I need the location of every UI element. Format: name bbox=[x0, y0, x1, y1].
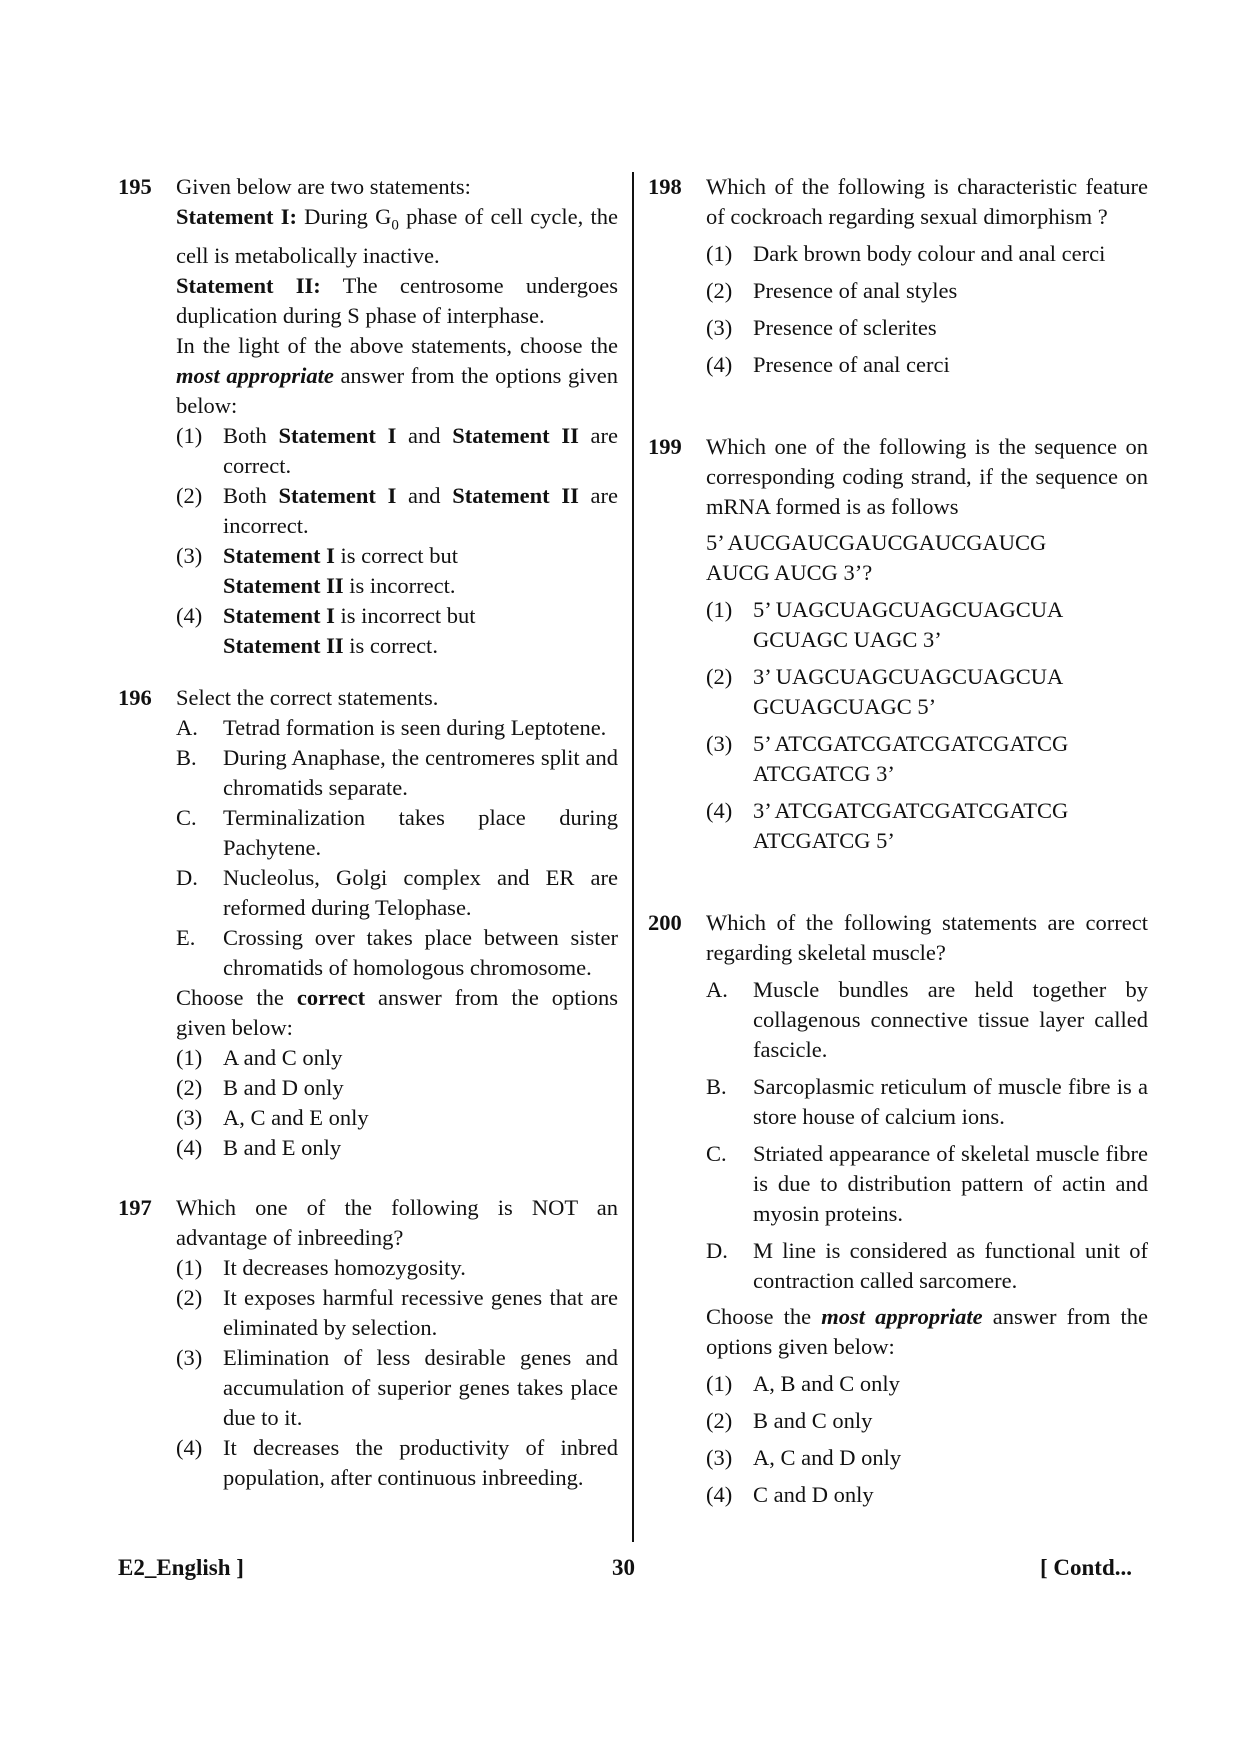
question-stem: Which one of the following is the sequence on corresponding coding strand, if the sequence on mRNA formed is as follows bbox=[706, 434, 1148, 519]
choose-instruction bbox=[176, 331, 618, 421]
statement-a bbox=[706, 975, 1148, 1065]
question-number: 199 bbox=[648, 434, 682, 459]
question-stem: Which of the following statements are correct regarding skeletal muscle? bbox=[706, 910, 1148, 965]
footer-paper-code: E2_English ] bbox=[118, 1555, 244, 1580]
option-2 bbox=[176, 1073, 618, 1103]
option-text: Presence of anal cerci bbox=[753, 352, 950, 377]
statement-text: Nucleolus, Golgi complex and ER are reformed during Telophase. bbox=[223, 864, 618, 920]
option-text: are correct. bbox=[223, 422, 618, 478]
statement-label: D. bbox=[706, 1238, 728, 1263]
option-label: (1) bbox=[176, 1044, 203, 1070]
option-text: It decreases the productivity of inbred population, after continuous inbreeding. bbox=[223, 1434, 618, 1490]
option-3 bbox=[706, 729, 1148, 789]
statement-text: Sarcoplasmic reticulum of muscle fibre is a store house of calcium ions. bbox=[753, 1074, 1148, 1129]
option-4 bbox=[706, 796, 1148, 856]
option-label: (1) bbox=[176, 422, 203, 448]
choose-emphasis: correct bbox=[296, 984, 366, 1010]
option-label: (4) bbox=[706, 1482, 733, 1507]
statement-2-ref: Statement II bbox=[452, 482, 579, 508]
option-label: (2) bbox=[706, 1408, 733, 1433]
option-label: (4) bbox=[176, 1434, 203, 1460]
g0-subscript: 0 bbox=[391, 217, 399, 234]
option-label: (3) bbox=[176, 1344, 203, 1370]
statement-b bbox=[706, 1072, 1148, 1132]
option-label: (1) bbox=[706, 597, 733, 622]
option-1 bbox=[176, 421, 618, 481]
question-199 bbox=[648, 432, 1148, 856]
option-label: (4) bbox=[176, 602, 203, 628]
statement-text: During Anaphase, the centromeres split and chromatids separate. bbox=[223, 744, 618, 800]
option-label: (3) bbox=[176, 542, 203, 568]
option-text: is correct. bbox=[343, 632, 438, 658]
option-text: is correct but bbox=[334, 542, 458, 568]
question-number: 198 bbox=[648, 174, 682, 199]
option-3 bbox=[176, 541, 618, 601]
option-3 bbox=[176, 1103, 618, 1133]
question-stem: Which one of the following is NOT an advantage of inbreeding? bbox=[176, 1194, 618, 1250]
choose-text-a: Choose the bbox=[176, 984, 297, 1010]
statement-1-text-b: phase of cell cycle, the cell is metabolically inactive. bbox=[176, 204, 618, 268]
statement-1-text-a: During G bbox=[296, 204, 392, 229]
option-text: A, C and E only bbox=[223, 1104, 369, 1130]
question-intro: Given below are two statements: bbox=[176, 174, 471, 199]
statement-b bbox=[176, 743, 618, 803]
option-line-2: GCUAGCUAGC 5’ bbox=[753, 694, 937, 719]
option-1 bbox=[176, 1043, 618, 1073]
statement-label: B. bbox=[176, 744, 197, 770]
mrna-line-2: AUCG AUCG 3’? bbox=[706, 560, 873, 585]
statement-1-ref: Statement I bbox=[278, 422, 397, 448]
option-line-1: 3’ ATCGATCGATCGATCGATCG bbox=[753, 798, 1069, 823]
statement-label: B. bbox=[706, 1074, 727, 1099]
option-label: (1) bbox=[176, 1254, 203, 1280]
option-2 bbox=[706, 1406, 1148, 1436]
option-text: It exposes harmful recessive genes that are eliminated by selection. bbox=[223, 1284, 618, 1340]
option-text: A, C and D only bbox=[753, 1445, 902, 1470]
option-1 bbox=[176, 1253, 618, 1283]
question-number: 197 bbox=[118, 1194, 152, 1220]
statement-text: M line is considered as functional unit of contraction called sarcomere. bbox=[753, 1238, 1148, 1293]
choose-emphasis: most appropriate bbox=[821, 1304, 983, 1329]
statement-c bbox=[176, 803, 618, 863]
option-text: A and C only bbox=[223, 1044, 343, 1070]
statement-2-ref: Statement II bbox=[223, 572, 344, 598]
option-text: and bbox=[396, 422, 453, 448]
question-number: 200 bbox=[648, 910, 682, 935]
option-4 bbox=[706, 1480, 1148, 1510]
option-text: Presence of sclerites bbox=[753, 315, 937, 340]
option-2 bbox=[706, 276, 1148, 306]
option-label: (3) bbox=[706, 315, 733, 340]
option-text: are incorrect. bbox=[223, 482, 618, 538]
statement-2-ref: Statement II bbox=[223, 632, 344, 658]
footer-continued: [ Contd... bbox=[1040, 1555, 1133, 1580]
question-198 bbox=[648, 172, 1148, 380]
statement-label: A. bbox=[706, 977, 728, 1002]
option-line-2: ATCGATCG 3’ bbox=[753, 761, 895, 786]
option-label: (2) bbox=[176, 1284, 203, 1310]
footer-page-number: 30 bbox=[612, 1555, 635, 1580]
option-text: is incorrect but bbox=[334, 602, 476, 628]
option-4 bbox=[176, 1133, 618, 1163]
question-number: 196 bbox=[118, 684, 152, 710]
statement-e bbox=[176, 923, 618, 983]
option-label: (2) bbox=[176, 482, 203, 508]
statement-text: Crossing over takes place between sister chromatids of homologous chromosome. bbox=[223, 924, 618, 980]
statement-label: E. bbox=[176, 924, 196, 950]
option-label: (2) bbox=[706, 278, 733, 303]
statement-label: C. bbox=[706, 1141, 727, 1166]
option-line-2: ATCGATCG 5’ bbox=[753, 828, 895, 853]
option-text: B and D only bbox=[223, 1074, 344, 1100]
statement-text: Tetrad formation is seen during Leptotene. bbox=[223, 714, 607, 740]
statement-label: C. bbox=[176, 804, 197, 830]
option-label: (2) bbox=[706, 664, 733, 689]
option-1 bbox=[706, 239, 1148, 269]
statement-a bbox=[176, 713, 618, 743]
option-label: (3) bbox=[176, 1104, 203, 1130]
option-label: (4) bbox=[706, 352, 733, 377]
option-label: (4) bbox=[706, 798, 733, 823]
question-stem: Select the correct statements. bbox=[176, 684, 439, 710]
choose-text-a: Choose the bbox=[706, 1304, 822, 1329]
mrna-sequence bbox=[706, 528, 1148, 588]
statement-1 bbox=[176, 202, 618, 271]
option-label: (3) bbox=[706, 1445, 733, 1470]
option-text: B and E only bbox=[223, 1134, 342, 1160]
option-text: Dark brown body colour and anal cerci bbox=[753, 241, 1106, 266]
right-column bbox=[648, 172, 1148, 1550]
option-label: (3) bbox=[706, 731, 733, 756]
statement-2 bbox=[176, 271, 618, 331]
statement-2-text: The centrosome undergoes duplication during S phase of interphase. bbox=[176, 272, 618, 328]
option-2 bbox=[176, 481, 618, 541]
statement-1-ref: Statement I bbox=[223, 542, 335, 568]
choose-text-b: answer from the options given below: bbox=[176, 362, 618, 418]
option-text: Both bbox=[223, 482, 279, 508]
option-4 bbox=[706, 350, 1148, 380]
option-3 bbox=[176, 1343, 618, 1433]
option-text: Elimination of less desirable genes and accumulation of superior genes takes place due to it. bbox=[223, 1344, 618, 1430]
column-divider bbox=[632, 172, 634, 1542]
option-text: Both bbox=[223, 422, 279, 448]
statement-1-label: Statement I: bbox=[176, 204, 297, 229]
option-1 bbox=[706, 595, 1148, 655]
option-label: (1) bbox=[706, 1371, 733, 1396]
option-line-1: 5’ UAGCUAGCUAGCUAGCUA bbox=[753, 597, 1064, 622]
statement-2-ref: Statement II bbox=[452, 422, 579, 448]
choose-text-b: answer from the options given below: bbox=[176, 984, 618, 1040]
option-label: (4) bbox=[176, 1134, 203, 1160]
statement-1-ref: Statement I bbox=[278, 482, 397, 508]
option-label: (1) bbox=[706, 241, 733, 266]
statement-d bbox=[176, 863, 618, 923]
choose-instruction bbox=[176, 983, 618, 1043]
statement-2-label: Statement II: bbox=[176, 272, 321, 298]
option-text: and bbox=[396, 482, 453, 508]
option-3 bbox=[706, 313, 1148, 343]
choose-text-b: answer from the options given below: bbox=[706, 1304, 1148, 1359]
option-2 bbox=[706, 662, 1148, 722]
statement-text: Striated appearance of skeletal muscle fibre is due to distribution pattern of actin and myosin proteins. bbox=[753, 1141, 1148, 1226]
question-number: 195 bbox=[118, 174, 152, 199]
option-text: B and C only bbox=[753, 1408, 873, 1433]
choose-emphasis: most appropriate bbox=[176, 362, 334, 388]
option-line-1: 3’ UAGCUAGCUAGCUAGCUA bbox=[753, 664, 1064, 689]
question-197 bbox=[118, 1193, 618, 1493]
choose-text-a: In the light of the above statements, choose the bbox=[176, 332, 618, 358]
left-column bbox=[118, 172, 618, 1515]
question-196 bbox=[118, 683, 618, 1163]
question-195 bbox=[118, 172, 618, 661]
question-stem: Which of the following is characteristic feature of cockroach regarding sexual dimorphism ? bbox=[706, 174, 1148, 229]
statement-d bbox=[706, 1236, 1148, 1296]
question-200 bbox=[648, 908, 1148, 1510]
option-text: C and D only bbox=[753, 1482, 874, 1507]
statement-1-ref: Statement I bbox=[223, 602, 335, 628]
option-4 bbox=[176, 1433, 618, 1493]
option-4 bbox=[176, 601, 618, 661]
statement-label: A. bbox=[176, 714, 198, 740]
option-label: (2) bbox=[176, 1074, 203, 1100]
option-text: A, B and C only bbox=[753, 1371, 900, 1396]
option-2 bbox=[176, 1283, 618, 1343]
statement-c bbox=[706, 1139, 1148, 1229]
option-1 bbox=[706, 1369, 1148, 1399]
statement-text: Terminalization takes place during Pachytene. bbox=[223, 804, 618, 860]
statement-text: Muscle bundles are held together by collagenous connective tissue layer called fascicle. bbox=[753, 977, 1148, 1062]
option-line-1: 5’ ATCGATCGATCGATCGATCG bbox=[753, 731, 1069, 756]
choose-instruction bbox=[706, 1302, 1148, 1362]
option-line-2: GCUAGC UAGC 3’ bbox=[753, 627, 942, 652]
statement-label: D. bbox=[176, 864, 198, 890]
option-text: It decreases homozygosity. bbox=[223, 1254, 466, 1280]
mrna-line-1: 5’ AUCGAUCGAUCGAUCGAUCG bbox=[706, 530, 1047, 555]
option-text: is incorrect. bbox=[343, 572, 456, 598]
option-3 bbox=[706, 1443, 1148, 1473]
option-text: Presence of anal styles bbox=[753, 278, 958, 303]
